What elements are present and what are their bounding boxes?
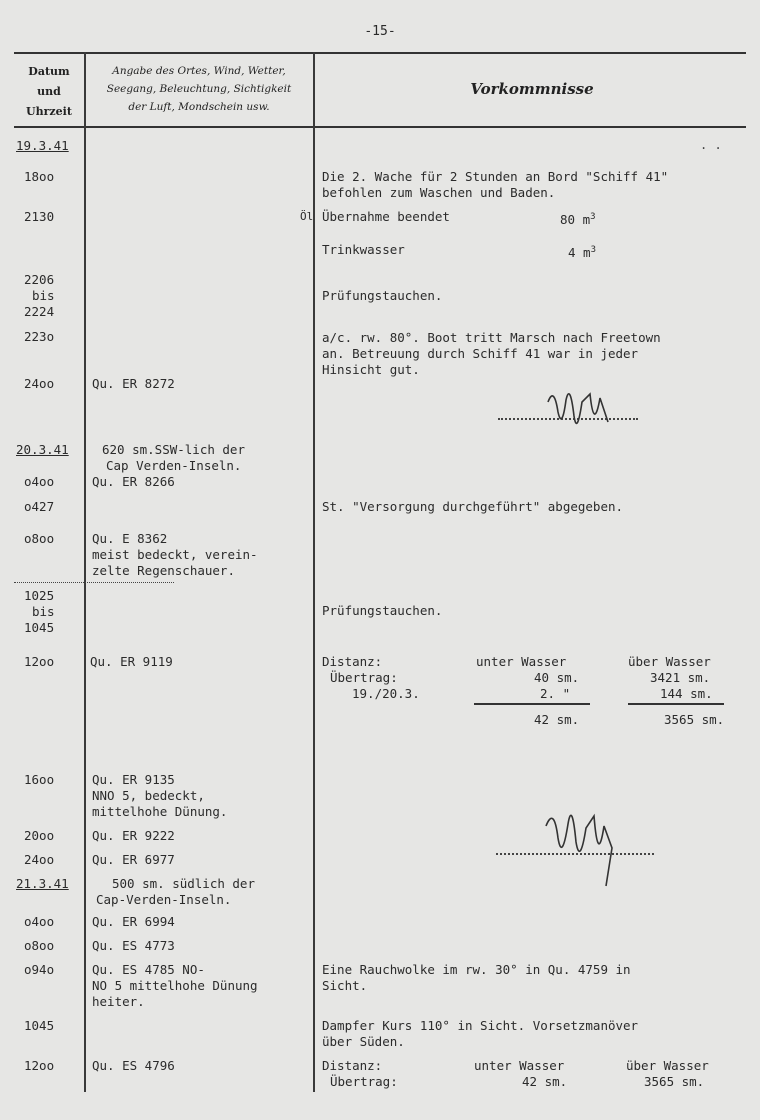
table-top-border	[14, 52, 746, 54]
time-1600: 16oo	[24, 772, 55, 787]
column-divider-2	[313, 52, 315, 1092]
header-location-line2: Seegang, Beleuchtung, Sichtigkeit	[106, 83, 292, 95]
time-0800-day3: o8oo	[24, 938, 55, 953]
cubic-superscript: 3	[590, 212, 596, 222]
oil-amount	[560, 209, 596, 228]
location-day2-line1: 620 sm.SSW-lich der	[102, 442, 245, 457]
location-day3-line2: Cap-Verden-Inseln.	[96, 892, 232, 907]
time-2000: 20oo	[24, 828, 55, 843]
header-und: und	[37, 85, 61, 98]
range-under: 2. "	[540, 686, 571, 701]
margin-dots: . .	[700, 138, 722, 152]
time-1025: 1025	[24, 588, 55, 603]
carryover2-label: Übertrag:	[330, 1074, 398, 1089]
water-amount-value: 4 m	[568, 245, 591, 260]
distance2-under-header: unter Wasser	[474, 1058, 565, 1073]
time-1045: 1045	[24, 620, 55, 635]
water-amount	[568, 242, 596, 261]
header-location	[86, 62, 312, 116]
location-0800-day3: Qu. ES 4773	[92, 938, 175, 953]
carryover-label: Übertrag:	[330, 670, 398, 685]
time-1200: 12oo	[24, 654, 55, 669]
dotted-separator	[14, 582, 174, 583]
location-0800-line3: zelte Regenschauer.	[92, 563, 235, 578]
event-1800-line1: Die 2. Wache für 2 Stunden an Bord "Schiff 41"	[322, 169, 669, 184]
time-0800: o8oo	[24, 531, 55, 546]
time-2230: 223o	[24, 329, 55, 344]
event-1025: Prüfungstauchen.	[322, 603, 443, 618]
header-events: Vorkommnisse	[470, 80, 594, 98]
range-over: 144 sm.	[660, 686, 713, 701]
header-location-line3: der Luft, Mondschein usw.	[128, 101, 270, 113]
handwritten-signature-1	[540, 372, 620, 452]
event-2230-line3: Hinsicht gut.	[322, 362, 420, 377]
time-0400: o4oo	[24, 474, 55, 489]
distance-over-header: über Wasser	[628, 654, 711, 669]
distance2-label: Distanz:	[322, 1058, 383, 1073]
time-2130: 2130	[24, 209, 55, 224]
carryover2-over: 3565 sm.	[644, 1074, 705, 1089]
location-day2-line2: Cap Verden-Inseln.	[106, 458, 242, 473]
location-0940-line3: heiter.	[92, 994, 145, 1009]
time-2400: 24oo	[24, 376, 55, 391]
time-1045-day3: 1045	[24, 1018, 55, 1033]
time-bis-2: bis	[32, 604, 55, 619]
location-0940-line1: Qu. ES 4785 NO-	[92, 962, 205, 977]
header-bottom-border	[14, 126, 746, 128]
oil-amount-value: 80 m	[560, 212, 591, 227]
location-2400: Qu. ER 8272	[92, 376, 175, 391]
header-date: Datum	[28, 65, 70, 78]
time-2224: 2224	[24, 304, 55, 319]
distance2-over-header: über Wasser	[626, 1058, 709, 1073]
date-19-3-41: 19.3.41	[16, 138, 69, 153]
event-1045-line2: über Süden.	[322, 1034, 405, 1049]
time-2400-day2: 24oo	[24, 852, 55, 867]
location-1200: Qu. ER 9119	[90, 654, 173, 669]
sum-under: 42 sm.	[534, 712, 580, 727]
handwritten-signature-2	[540, 786, 630, 896]
time-0427: o427	[24, 499, 55, 514]
time-2206: 2206	[24, 272, 55, 287]
sum-over: 3565 sm.	[664, 712, 725, 727]
location-0400: Qu. ER 8266	[92, 474, 175, 489]
event-0940-line2: Sicht.	[322, 978, 368, 993]
event-2206: Prüfungstauchen.	[322, 288, 443, 303]
header-location-line1: Angabe des Ortes, Wind, Wetter,	[112, 65, 286, 77]
time-1800: 18oo	[24, 169, 55, 184]
location-0400-day3: Qu. ER 6994	[92, 914, 175, 929]
handwritten-oil-mark: Öl	[300, 210, 314, 223]
event-1045-line1: Dampfer Kurs 110° in Sicht. Vorsetzmanöver	[322, 1018, 639, 1033]
event-0427: St. "Versorgung durchgeführt" abgegeben.	[322, 499, 624, 514]
location-1600-line2: NNO 5, bedeckt,	[92, 788, 205, 803]
location-1600-line3: mittelhohe Dünung.	[92, 804, 228, 819]
event-1800-line2: befohlen zum Waschen und Baden.	[322, 185, 556, 200]
time-1200-day3: 12oo	[24, 1058, 55, 1073]
range-label: 19./20.3.	[352, 686, 420, 701]
carryover-under: 40 sm.	[534, 670, 580, 685]
page-number: -15-	[364, 24, 396, 39]
event-2230-line2: an. Betreuung durch Schiff 41 war in jeder	[322, 346, 639, 361]
date-20-3-41: 20.3.41	[16, 442, 69, 457]
event-0940-line1: Eine Rauchwolke im rw. 30° in Qu. 4759 in	[322, 962, 631, 977]
location-2400-day2: Qu. ER 6977	[92, 852, 175, 867]
location-0800-line1: Qu. E 8362	[92, 531, 168, 546]
location-1200-day3: Qu. ES 4796	[92, 1058, 175, 1073]
event-2230-line1: a/c. rw. 80°. Boot tritt Marsch nach Freetown	[322, 330, 661, 345]
location-1600-line1: Qu. ER 9135	[92, 772, 175, 787]
location-2000: Qu. ER 9222	[92, 828, 175, 843]
location-day3-line1: 500 sm. südlich der	[112, 876, 255, 891]
location-0940-line2: NO 5 mittelhohe Dünung	[92, 978, 258, 993]
event-2130-line1: Übernahme beendet	[322, 209, 450, 224]
column-divider-1	[84, 52, 86, 1092]
distance-under-header: unter Wasser	[476, 654, 567, 669]
carryover2-under: 42 sm.	[522, 1074, 568, 1089]
sum-underline-under	[474, 703, 590, 705]
date-21-3-41: 21.3.41	[16, 876, 69, 891]
time-0400-day3: o4oo	[24, 914, 55, 929]
time-0940: o94o	[24, 962, 55, 977]
header-time: Uhrzeit	[26, 105, 72, 118]
header-date-time	[14, 62, 84, 122]
time-bis: bis	[32, 288, 55, 303]
distance-label: Distanz:	[322, 654, 383, 669]
cubic-superscript: 3	[590, 245, 596, 255]
event-2130-line2: Trinkwasser	[322, 242, 405, 257]
location-0800-line2: meist bedeckt, verein-	[92, 547, 258, 562]
carryover-over: 3421 sm.	[650, 670, 711, 685]
sum-underline-over	[628, 703, 724, 705]
